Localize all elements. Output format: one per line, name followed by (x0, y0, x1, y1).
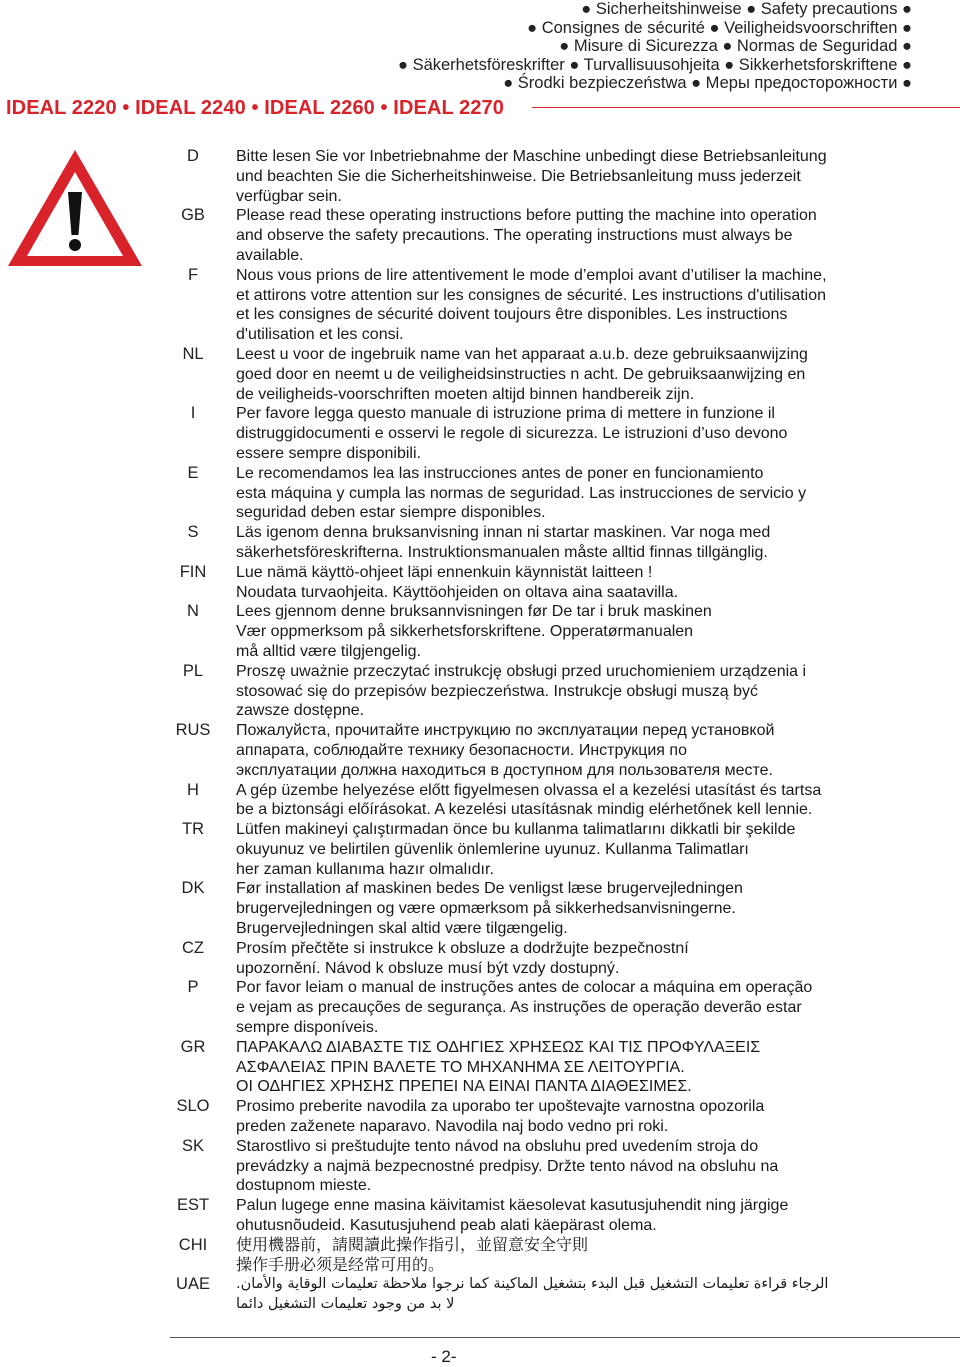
lang-code: GR (180, 1037, 206, 1056)
lang-block-i (170, 404, 955, 463)
lang-text: Lue nämä käyttö-ohjeet läpi ennenkuin käynnistät laitteen ! Noudata turvaohjeita. Käyttöohjeiden on oltava aina saatavilla. (236, 563, 679, 601)
language-instruction-list (170, 147, 955, 1315)
lang-text: Nous vous prions de lire attentivement le mode d’emploi avant d’utiliser la machine, et attirons votre attention sur les consignes de sécurité. Les instructions d'utilisation et les consignes de sécurité doivent toujours être disponibles. Les instructions d'utilisation et les consi. (236, 266, 827, 344)
lang-text: Lees gjennom denne bruksannvisningen før De tar i bruk maskinen Vær oppmerksom på sikkerhetsforskriftene. Opperatørmanualen må alltid være tilgjengelig. (236, 603, 712, 660)
header-title-list (398, 0, 912, 93)
lang-block-fin (170, 563, 955, 603)
brand-rule-divider (532, 107, 960, 108)
lang-code: E (187, 463, 199, 482)
header-line: ● Säkerhetsföreskrifter ● Turvallisuusohjeita ● Sikkerhetsforskriftene ● (398, 55, 912, 74)
lang-code: SK (181, 1136, 204, 1155)
lang-code: F (187, 265, 199, 284)
lang-block-rus (170, 721, 955, 780)
lang-text: Per favore legga questo manuale di istruzione prima di mettere in funzione il distruggidocumenti e osservi le regole di sicurezza. Le istruzioni d’uso devono essere sempre disponibili. (236, 405, 788, 462)
lang-code: PL (182, 661, 204, 680)
lang-text: Läs igenom denna bruksanvisning innan ni startar maskinen. Var noga med säkerhetsföreskrifterna. Instruktionsmanualen måste alltid finnas tillgänglig. (236, 524, 771, 561)
lang-block-dk (170, 879, 955, 938)
header-line: ● Consignes de sécurité ● Veiligheidsvoorschriften ● (527, 18, 912, 37)
lang-text: A gép üzembe helyezése előtt figyelmesen olvassa el a kezelési utasítást és tartsa be a biztonsági előírásokat. A kezelési utasításnak mindig elérhetőnek kell lennie. (236, 781, 822, 819)
lang-code: RUS (175, 721, 211, 740)
lang-block-d (170, 147, 955, 206)
lang-text: ΠΑΡΑΚΑΛΩ ΔΙΑΒΑΣΤΕ ΤΙΣ ΟΔΗΓΙΕΣ ΧΡΗΣΕΩΣ ΚΑΙ ΤΙΣ ΠΡΟΦΥΛΑΞΕΙΣ ΑΣΦΑΛΕΙΑΣ ΠΡΙΝ ΒΑΛΕΤΕ ΤΟ ΜΗΧΑΝΗΜΑ ΣΕ ΛΕΙΤΟΥΡΓΙΑ. ΟΙ ΟΔΗΓΙΕΣ ΧΡΗΣΗΣ ΠΡΕΠΕΙ ΝΑ ΕΙΝΑΙ ΠΑΝΤΑ ΔΙΑΘΕΣΙΜΕΣ. (236, 1038, 761, 1096)
lang-code: CHI (178, 1235, 208, 1254)
lang-block-nl (170, 345, 955, 404)
lang-code: GB (181, 206, 205, 225)
lang-text: Prosimo preberite navodila za uporabo ter upoštevajte varnostna opozorila preden zaženete naparavo. Navodila naj bodo vedno pri roki. (236, 1098, 765, 1136)
lang-code: I (190, 404, 196, 423)
lang-block-n (170, 602, 955, 661)
lang-block-chi (170, 1236, 955, 1276)
lang-text: Por favor leiam o manual de instruções antes de colocar a máquina em operação e vejam as precauções de segurança. As instruções de operação deverão estar sempre disponíveis. (236, 979, 813, 1037)
lang-text: Proszę uważnie przeczytać instrukcję obsługi przed uruchomieniem urządzenia i stosować się do przepisów bezpieczeństwa. Instrukcje obsługi muszą być zawsze dostępne. (236, 662, 807, 720)
lang-block-tr (170, 820, 955, 879)
lang-code: P (187, 978, 199, 997)
footer-rule-divider (170, 1337, 960, 1338)
lang-block-slo (170, 1097, 955, 1137)
page-number: - 2- (431, 1347, 457, 1366)
warning-triangle-icon (4, 146, 146, 270)
lang-block-h (170, 781, 955, 821)
lang-block-e (170, 464, 955, 523)
lang-text: Prosím přečtěte si instrukce k obsluze a dodržujte bezpečnostní upozornění. Návod k obsluze musí být vzdy dostupný. (236, 939, 689, 977)
lang-code: SLO (176, 1097, 210, 1116)
lang-code: TR (182, 820, 204, 839)
lang-text: Пожалуйста, прочитайте инструкцию по эксплуатации перед установкой аппарата, соблюдайте технику безопасности. Инструкция по эксплуатации должна находиться в доступном для пользователя месте. (236, 722, 775, 779)
lang-text: Lütfen makineyi çalıştırmadan önce bu kullanma talimatlarını dikkatli bir şekilde okuyunuz ve belirtilen güvenlik önlemlerine uyunuz. Kullanma Talimatları her zaman kullanıma hazır olmalıdır. (236, 821, 796, 878)
lang-text: الرجاء قراءة تعليمات التشغيل قبل البدء بتشغيل الماكينة كما نرجوا ملاحظة تعليمات الوقاية والأمان. لا بد من وجود تعليمات التشغيل دائما (236, 1276, 829, 1313)
lang-code: S (187, 523, 199, 542)
lang-text: Bitte lesen Sie vor Inbetriebnahme der Maschine unbedingt diese Betriebsanleitung und beachten Sie die Sicherheitshinweise. Die Betriebsanleitung muss jederzeit verfügbar sein. (236, 148, 827, 205)
lang-code: N (187, 602, 199, 621)
lang-text: 使用機器前，請閱讀此操作指引，並留意安全守則 操作手册必须是经常可用的。 (236, 1236, 589, 1274)
lang-text: Palun lugege enne masina käivitamist käesolevat kasutusjuhendit ning järgige ohutusnõudeid. Kasutusjuhend peab alati käepärast olema. (236, 1197, 789, 1235)
lang-code: H (187, 780, 199, 799)
header-line: ● Sicherheitshinweise ● Safety precautions ● (581, 0, 912, 18)
header-line: ● Środki bezpieczeństwa ● Меры предосторожности ● (503, 74, 912, 93)
lang-text: Før installation af maskinen bedes De venligst læse brugervejledningen brugervejledningen og være opmærksom på sikkerhedsanvisningerne. Brugervejledningen skal altid være tilgængelig. (236, 880, 743, 938)
lang-code: DK (181, 879, 205, 898)
lang-block-sk (170, 1137, 955, 1196)
lang-block-pl (170, 662, 955, 721)
lang-block-p (170, 978, 955, 1037)
lang-block-cz (170, 939, 955, 979)
lang-block-uae (170, 1275, 955, 1315)
lang-block-gr (170, 1038, 955, 1097)
header-line: ● Misure di Sicurezza ● Normas de Seguridad ● (559, 37, 912, 56)
model-brand-line: IDEAL 2220 • IDEAL 2240 • IDEAL 2260 • IDEAL 2270 (6, 97, 504, 119)
lang-text: Please read these operating instructions before putting the machine into operation and observe the safety precautions. The operating instructions must always be available. (236, 207, 817, 264)
lang-code: EST (176, 1196, 210, 1215)
lang-block-f (170, 266, 955, 345)
lang-code: FIN (179, 562, 207, 581)
lang-code: CZ (182, 938, 204, 957)
lang-code: D (187, 147, 199, 165)
lang-block-gb (170, 206, 955, 265)
lang-code: UAE (176, 1275, 210, 1294)
lang-text: Le recomendamos lea las instrucciones antes de poner en funcionamiento esta máquina y cumpla las normas de seguridad. Las instrucciones de servicio y seguridad deben estar siempre disponibles. (236, 464, 807, 522)
lang-text: Starostlivo si preštudujte tento návod na obsluhu pred uvedením stroja do prevádzky a najmä bezpecnostné predpisy. Držte tento návod na obsluhu na dostupnom mieste. (236, 1137, 779, 1195)
lang-block-est (170, 1196, 955, 1236)
lang-block-s (170, 523, 955, 563)
lang-code: NL (182, 344, 204, 363)
lang-text: Leest u voor de ingebruik name van het apparaat a.u.b. deze gebruiksaanwijzing goed door en neemt u de veiligheidsinstructies n acht. De gebruiksaanwijzing en de veiligheids-voorschriften moeten altijd binnen handbereik zijn. (236, 345, 808, 403)
